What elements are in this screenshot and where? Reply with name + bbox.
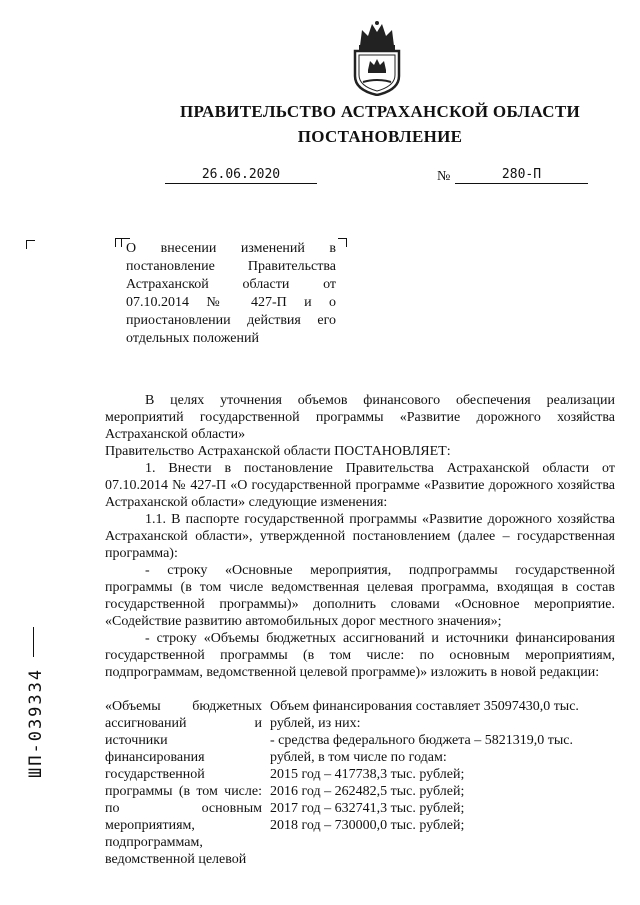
paragraph-item-1: 1. Внести в постановление Правительства Астраханской области от 07.10.2014 № 427-П «О государственной программе «Развитие дорожного хозяйства Астраханской области» следующие изменения: [105,461,615,510]
funding-line: 2015 год – 417738,3 тыс. рублей; [270,767,465,782]
paragraph-purpose: В целях уточнения объемов финансового обеспечения реализации мероприятий государственной программы «Развитие дорожного хозяйства Астраханской области» [105,393,615,442]
document-number: 280-П [455,167,588,184]
number-sign: № [437,169,451,184]
corner-mark [338,238,347,247]
coat-of-arms-icon [346,20,408,96]
funding-line: 2016 год – 262482,5 тыс. рублей; [270,784,465,799]
funding-table-label: «Объемы бюджетных ассигнований и источники финансирования государственной программы (в том числе: по основным мероприятиям, подпрограммам, ведомственной целевой [105,699,262,867]
paragraph-resolves: Правительство Астраханской области ПОСТАНОВЛЯЕТ: [105,444,451,459]
funding-line: - средства федерального бюджета – 5821319,0 тыс. рублей, в том числе по годам: [270,733,573,765]
corner-mark [26,240,35,249]
funding-line: 2018 год – 730000,0 тыс. рублей; [270,818,465,833]
paragraph-amend-row-1: - строку «Основные мероприятия, подпрограммы государственной программы (в том числе ведомственная целевая программа, входящая в состав государственной программы)» дополнить словами «Основное мероприятие. «Содействие развитию автомобильных дорог местного значения»; [105,563,615,629]
document-date: 26.06.2020 [165,167,317,184]
funding-table-values [270,698,615,834]
funding-line: 2017 год – 632741,3 тыс. рублей; [270,801,465,816]
document-type: ПОСТАНОВЛЕНИЕ [297,127,463,146]
document-body [105,392,615,681]
document-title: О внесении изменений в постановление Правительства Астраханской области от 07.10.2014 № 427-П и о приостановлении действия его отдельных положений [126,241,336,346]
organization-name: ПРАВИТЕЛЬСТВО АСТРАХАНСКОЙ ОБЛАСТИ [180,102,580,121]
serial-number: ШП-039334 [26,667,46,778]
margin-mark [33,627,34,657]
funding-line: Объем финансирования составляет 35097430,0 тыс. рублей, из них: [270,699,579,731]
paragraph-item-1-1: 1.1. В паспорте государственной программы «Развитие дорожного хозяйства Астраханской области», утвержденной постановлением (далее – государственная программа): [105,512,615,561]
paragraph-amend-row-2: - строку «Объемы бюджетных ассигнований и источники финансирования государственной программы (в том числе: по основным мероприятиям, подпрограммам, ведомственной целевой программе)» изложить в новой редакции: [105,631,615,680]
